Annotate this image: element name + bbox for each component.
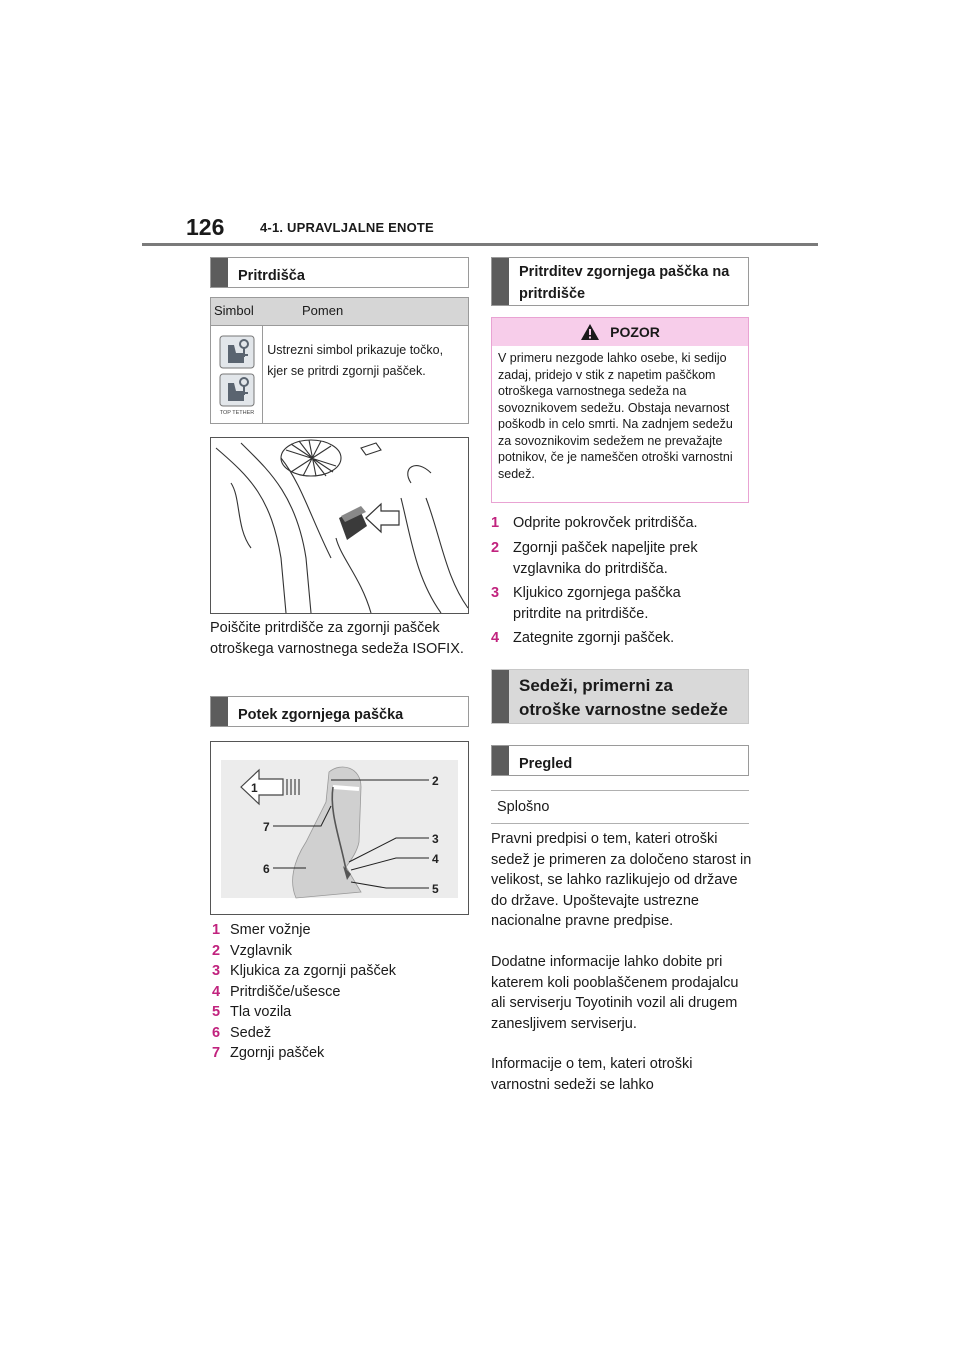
column-meaning: Pomen xyxy=(302,303,344,318)
symbol-table xyxy=(210,297,469,424)
header-rule xyxy=(142,243,818,246)
figure-label-2: 2 xyxy=(432,774,439,788)
page-number: 126 xyxy=(186,214,225,240)
warning-triangle-icon xyxy=(580,323,600,341)
section-heading-overview: Pregled xyxy=(491,745,749,776)
tether-routing-illustration xyxy=(211,742,468,914)
list-item: 4 Pritrdišče/ušesce xyxy=(212,983,341,1000)
tether-routing-figure xyxy=(210,741,469,915)
column-symbol: Simbol xyxy=(214,303,254,318)
list-item: 1 Smer vožnje xyxy=(212,922,311,938)
symbol-table-row xyxy=(211,326,468,424)
paragraph-suitable-info: Informacije o tem, kateri otroški varnostni sedeži se lahko xyxy=(491,1056,693,1093)
list-item: 2 Zgornji pašček napeljite prek vzglavnika do pritrdišča. xyxy=(491,540,698,577)
list-item: 3 Kljukica za zgornji pašček xyxy=(212,963,397,979)
section-heading-routing: Potek zgornjega paščka xyxy=(210,696,469,727)
figure-label-3: 3 xyxy=(432,832,439,846)
section-heading-suitable-seats: Sedeži, primerni za otroške varnostne sedeže xyxy=(491,669,749,724)
list-item: 2 Vzglavnik xyxy=(212,942,293,959)
symbol-meaning: Ustrezni simbol prikazuje točko, kjer se pritrdi zgornji pašček. xyxy=(267,343,444,378)
figure-label-7: 7 xyxy=(263,820,270,834)
warning-label: POZOR xyxy=(610,324,660,340)
locate-anchor-text: Poiščite pritrdišče za zgornji pašček otroškega varnostnega sedeža ISOFIX. xyxy=(210,620,464,657)
top-tether-symbol-icon xyxy=(214,333,260,417)
section-heading-anchors: Pritrdišča xyxy=(210,257,469,288)
warning-text: V primeru nezgode lahko osebe, ki sedijo zadaj, pridejo v stik z napetim paščkom otroškega varnostnega sedeža na sovoznikovem sedežu. Obstaja nevarnost poškodb in celo smrti. Na zadnjem sedežu za sovoznikovim sedežem ne prevažajte potnikov, če je nameščen otroški varnostni sedež. xyxy=(498,351,733,481)
tether-caption: TOP TETHER xyxy=(219,410,254,416)
figure-label-1: 1 xyxy=(251,781,258,795)
anchor-location-illustration xyxy=(211,438,468,613)
warning-box xyxy=(491,317,749,503)
list-item: 6 Sedež xyxy=(212,1024,272,1041)
section-heading-attach: Pritrditev zgornjega paščka na pritrdišče xyxy=(491,257,749,306)
list-item: 7 Zgornji pašček xyxy=(212,1045,325,1061)
figure-label-6: 6 xyxy=(263,862,270,876)
subheading-general: Splošno xyxy=(491,790,749,824)
figure-label-5: 5 xyxy=(432,882,439,896)
chapter-title: 4-1. UPRAVLJALNE ENOTE xyxy=(260,220,434,235)
list-item: 5 Tla vozila xyxy=(212,1004,292,1020)
tether-symbol-cell xyxy=(211,326,263,424)
paragraph-dealer-info: Dodatne informacije lahko dobite pri katerem koli pooblaščenem prodajalcu ali serviserju Toyotinih vozil ali drugem zanesljivem serviserju. xyxy=(491,954,739,1032)
symbol-table-header xyxy=(211,298,468,326)
paragraph-regulations: Pravni predpisi o tem, kateri otroški sedež je primeren za določeno starost in velikost, se lahko razlikujejo od države do države. Upoštevajte ustrezne nacionalne pravne predpise. xyxy=(491,831,752,929)
figure-label-4: 4 xyxy=(432,852,439,866)
warning-header xyxy=(492,318,748,346)
list-item: 1 Odprite pokrovček pritrdišča. xyxy=(491,515,698,531)
anchor-location-figure xyxy=(210,437,469,614)
list-item: 3 Kljukico zgornjega paščka pritrdite na pritrdišče. xyxy=(491,585,681,622)
list-item: 4 Zategnite zgornji pašček. xyxy=(491,630,675,646)
